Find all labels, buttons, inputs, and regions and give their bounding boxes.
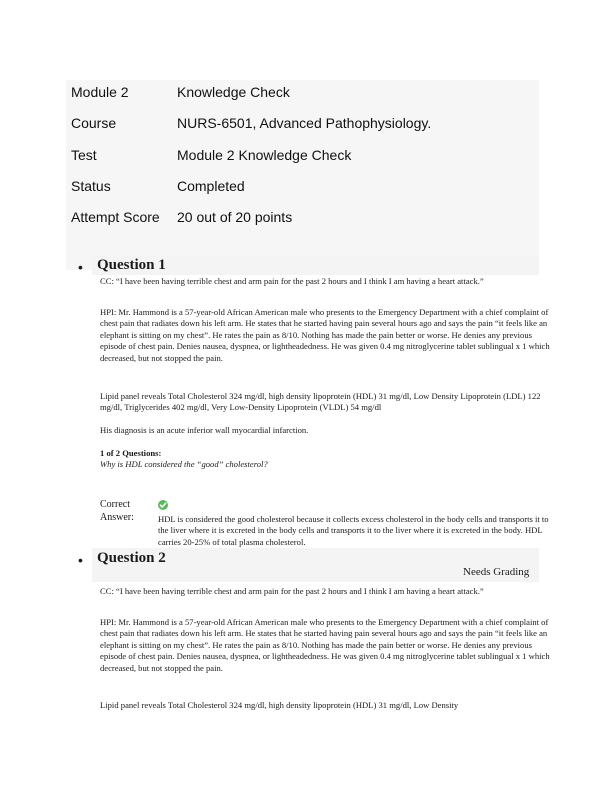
question-1-title: Question 1 xyxy=(97,257,166,273)
summary-label: Status xyxy=(71,178,111,194)
summary-value: Module 2 Knowledge Check xyxy=(177,147,352,163)
question-1-chief-complaint: CC: “I have been having terrible chest and arm pain for the past 2 hours and I think I am having a heart attack.” xyxy=(100,276,484,286)
question-2-lipid-panel: Lipid panel reveals Total Cholesterol 324 mg/dl, high density lipoprotein (HDL) 31 mg/dl, Low Density xyxy=(100,700,459,710)
question-1-lipid-panel: Lipid panel reveals Total Cholesterol 324 mg/dl, high density lipoprotein (HDL) 31 mg/dl, Low Density Lipoprotein (LDL) 122 mg/dl, Triglycerides 402 mg/dl, Very Low-Density Lipoprotein (VLDL) 54 mg/dl xyxy=(100,391,541,413)
question-1-subcount: 1 of 2 Questions: xyxy=(100,448,162,458)
summary-value: NURS-6501, Advanced Pathophysiology. xyxy=(177,115,432,131)
correct-label-line1: Correct xyxy=(100,499,130,510)
question-1-hpi: HPI: Mr. Hammond is a 57-year-old African American male who presents to the Emergency Department with a chief complaint of chest pain that radiates down his left arm. He states that he started having pain several hours ago and says the pain “it feels like an elephant is sitting on my chest”. He rates the pain as 8/10. Nothing has made the pain better or worse. He denies any previous episode of chest pain. Denies nausea, dyspnea, or lightheadedness. He was given 0.4 mg nitroglycerine tablet sublingual x 1 which decreased, but not stopped the pain. xyxy=(100,307,550,363)
grading-status: Needs Grading xyxy=(463,566,530,578)
summary-value: 20 out of 20 points xyxy=(177,209,293,225)
question-1-prompt: Why is HDL considered the “good” cholesterol? xyxy=(100,459,268,469)
summary-value: Knowledge Check xyxy=(177,84,290,100)
summary-value: Completed xyxy=(177,178,245,194)
question-2-title: Question 2 xyxy=(97,550,166,566)
summary-label: Test xyxy=(71,147,97,163)
summary-label: Course xyxy=(71,115,117,131)
question-2-hpi: HPI: Mr. Hammond is a 57-year-old African American male who presents to the Emergency Department with a chief complaint of chest pain that radiates down his left arm. He states that he started having pain several hours ago and says the pain “it feels like an elephant is sitting on my chest”. He rates the pain as 8/10. Nothing has made the pain better or worse. He denies any previous episode of chest pain. Denies nausea, dyspnea, or lightheadedness. He was given 0.4 mg nitroglycerine tablet sublingual x 1 which decreased, but not stopped the pain. xyxy=(100,617,550,673)
correct-label-line2: Answer: xyxy=(100,511,134,523)
check-circle-icon xyxy=(158,500,168,510)
question-2-chief-complaint: CC: “I have been having terrible chest and arm pain for the past 2 hours and I think I am having a heart attack.” xyxy=(100,586,484,596)
correct-answer-text: HDL is considered the good cholesterol because it collects excess cholesterol in the body cells and transports it to the liver where it is excreted in the body cells and transports it to the liver where it is excreted in the body. HDL carries 20-25% of total plasma cholesterol. xyxy=(158,514,549,547)
attempt-summary-panel xyxy=(66,80,539,270)
correct-answer-label xyxy=(100,499,134,524)
question-1-diagnosis: His diagnosis is an acute inferior wall myocardial infarction. xyxy=(100,425,309,435)
list-bullet: • xyxy=(78,259,83,275)
list-bullet: • xyxy=(78,552,83,568)
summary-label: Module 2 xyxy=(71,84,129,100)
summary-label: Attempt Score xyxy=(71,209,160,225)
